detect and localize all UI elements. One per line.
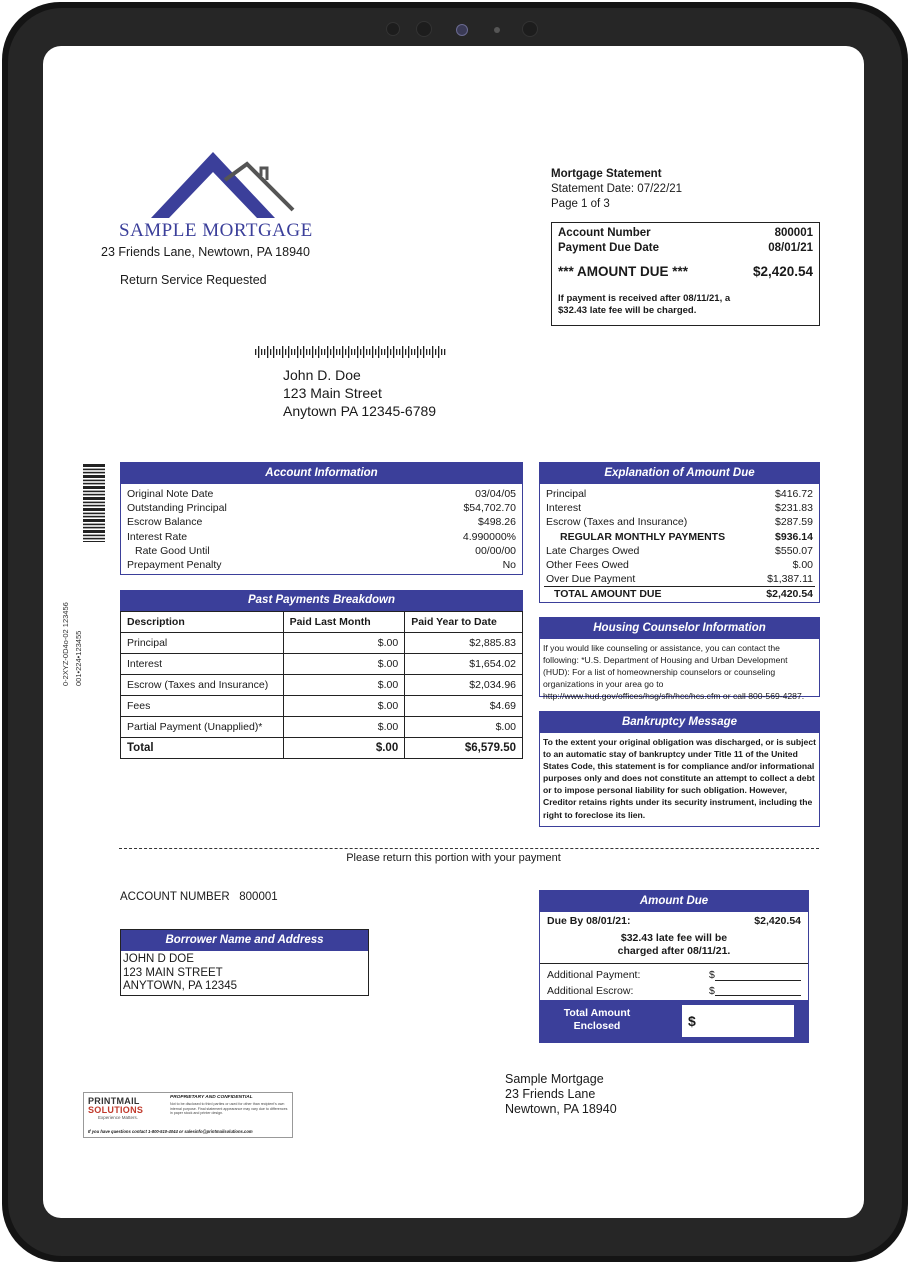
barcode-bar bbox=[417, 346, 418, 358]
barcode-bar bbox=[393, 346, 394, 358]
total-enclosed-label: Enclosed bbox=[573, 1020, 621, 1032]
explanation-title: Explanation of Amount Due bbox=[540, 463, 819, 484]
barcode-bar bbox=[381, 349, 382, 355]
printmail-logo bbox=[83, 1092, 293, 1138]
due-date-value: 08/01/21 bbox=[768, 241, 813, 254]
recipient-city: Anytown PA 12345-6789 bbox=[283, 403, 437, 419]
explanation-row: Interest $231.83 bbox=[546, 502, 813, 515]
explanation-row: Principal $416.72 bbox=[546, 488, 813, 500]
explanation-panel bbox=[539, 462, 820, 603]
barcode-bar bbox=[354, 349, 355, 355]
barcode-bar bbox=[387, 346, 388, 358]
barcode-bar bbox=[83, 527, 105, 529]
barcode-bar bbox=[279, 349, 280, 355]
info-row: Escrow Balance $498.26 bbox=[127, 516, 516, 529]
barcode-bar bbox=[444, 349, 445, 355]
remit-line: Sample Mortgage bbox=[505, 1072, 604, 1086]
postal-barcode-icon bbox=[255, 346, 447, 358]
barcode-bar bbox=[420, 349, 421, 355]
info-row: Outstanding Principal $54,702.70 bbox=[127, 502, 516, 515]
barcode-bar bbox=[270, 349, 271, 355]
info-row: Rate Good Until 00/00/00 bbox=[135, 544, 516, 557]
amount-due-label: *** AMOUNT DUE *** bbox=[558, 264, 689, 279]
barcode-bar bbox=[435, 349, 436, 355]
explanation-row: Over Due Payment $1,387.11 bbox=[546, 573, 813, 586]
remit-line: Newtown, PA 18940 bbox=[505, 1102, 617, 1116]
account-information-panel bbox=[120, 462, 523, 575]
barcode-bar bbox=[83, 475, 105, 478]
barcode-bar bbox=[297, 346, 298, 358]
barcode-bar bbox=[255, 349, 256, 355]
return-service-text: Return Service Requested bbox=[120, 273, 267, 287]
barcode-bar bbox=[414, 349, 415, 355]
statement-header bbox=[551, 167, 682, 212]
printmail-brand: SOLUTIONS bbox=[88, 1105, 144, 1115]
table-row: Interest $.00 $1,654.02 bbox=[121, 654, 523, 675]
barcode-bar bbox=[351, 349, 352, 355]
additional-payment-label: Additional Payment: bbox=[547, 969, 641, 981]
barcode-bar bbox=[339, 349, 340, 355]
table-row: Fees $.00 $4.69 bbox=[121, 696, 523, 717]
additional-escrow-row bbox=[547, 984, 801, 1000]
barcode-bar bbox=[390, 349, 391, 355]
barcode-bar bbox=[396, 349, 397, 355]
barcode-bar bbox=[336, 349, 337, 355]
barcode-bar bbox=[438, 346, 439, 358]
explanation-row: REGULAR MONTHLY PAYMENTS $936.14 bbox=[560, 530, 813, 543]
dollar-sign: $ bbox=[709, 969, 715, 981]
barcode-bar bbox=[300, 349, 301, 355]
confidential-title: PROPRIETARY AND CONFIDENTIAL bbox=[170, 1095, 253, 1100]
barcode-bar bbox=[426, 349, 427, 355]
sensor-icon bbox=[522, 21, 538, 37]
explanation-row: Late Charges Owed $550.07 bbox=[546, 544, 813, 557]
past-payments-title: Past Payments Breakdown bbox=[120, 590, 523, 611]
barcode-bar bbox=[321, 349, 322, 355]
barcode-bar bbox=[273, 346, 274, 358]
barcode-bar bbox=[357, 346, 358, 358]
barcode-bar bbox=[372, 346, 373, 358]
borrower-line: ANYTOWN, PA 12345 bbox=[123, 980, 237, 992]
barcode-bar bbox=[276, 349, 277, 355]
barcode-bar bbox=[83, 502, 105, 504]
account-number-value: 800001 bbox=[774, 227, 813, 239]
barcode-bar bbox=[369, 349, 370, 355]
account-information-title: Account Information bbox=[121, 463, 522, 484]
explanation-row: Other Fees Owed $.00 bbox=[546, 559, 813, 572]
barcode-bar bbox=[83, 508, 105, 511]
due-by-label: Due By 08/01/21: bbox=[547, 915, 631, 927]
barcode-bar bbox=[83, 497, 105, 500]
barcode-bar bbox=[83, 519, 105, 522]
additional-escrow-field[interactable] bbox=[715, 984, 801, 997]
dollar-sign: $ bbox=[688, 1013, 696, 1029]
remit-address bbox=[505, 1072, 617, 1117]
barcode-bar bbox=[83, 541, 105, 542]
remit-line: 23 Friends Lane bbox=[505, 1087, 596, 1101]
additional-payment-field[interactable] bbox=[715, 968, 801, 981]
return-portion-note: Please return this portion with your payment bbox=[346, 852, 561, 864]
amount-due-coupon bbox=[539, 890, 809, 1043]
printmail-footer: If you have questions contact 1-800-510-4044 or salesinfo@printmailsolutions.com bbox=[88, 1129, 253, 1134]
past-payments-table bbox=[120, 611, 523, 759]
barcode-bar bbox=[402, 346, 403, 358]
coupon-late-fee-note: charged after 08/11/21. bbox=[617, 944, 731, 957]
total-enclosed-field[interactable] bbox=[682, 1005, 794, 1037]
barcode-bar bbox=[83, 524, 105, 526]
page-number: Page 1 of 3 bbox=[551, 198, 610, 210]
barcode-bar bbox=[267, 346, 268, 358]
house-logo-icon bbox=[143, 150, 333, 222]
barcode-bar bbox=[324, 349, 325, 355]
past-payments-panel bbox=[120, 590, 523, 759]
barcode-bar bbox=[363, 346, 364, 358]
light-sensor-icon bbox=[494, 27, 500, 33]
borrower-title: Borrower Name and Address bbox=[121, 930, 368, 951]
barcode-bar bbox=[83, 480, 105, 482]
late-fee-note: $32.43 late fee will be charged. bbox=[558, 304, 697, 316]
barcode-bar bbox=[261, 349, 262, 355]
barcode-bar bbox=[83, 513, 105, 515]
barcode-bar bbox=[282, 346, 283, 358]
table-header-row: Description Paid Last Month Paid Year to Date bbox=[121, 612, 523, 633]
statement-page bbox=[43, 46, 864, 1218]
barcode-bar bbox=[83, 486, 105, 489]
company-logo-text: SAMPLE MORTGAGE bbox=[119, 220, 313, 241]
amount-due-value: $2,420.54 bbox=[752, 264, 813, 279]
printmail-tagline: Experience Matters. bbox=[98, 1115, 139, 1120]
barcode-bar bbox=[83, 505, 105, 507]
statement-date: Statement Date: 07/22/21 bbox=[551, 183, 683, 195]
barcode-bar bbox=[288, 346, 289, 358]
barcode-bar bbox=[378, 346, 379, 358]
barcode-bar bbox=[294, 349, 295, 355]
barcode-bar bbox=[309, 349, 310, 355]
tear-line bbox=[119, 848, 819, 849]
barcode-bar bbox=[360, 349, 361, 355]
due-date-label: Payment Due Date bbox=[558, 241, 659, 254]
barcode-bar bbox=[303, 346, 304, 358]
barcode-bar bbox=[83, 535, 105, 537]
explanation-total-row: TOTAL AMOUNT DUE $2,420.54 bbox=[544, 586, 815, 601]
barcode-bar bbox=[333, 346, 334, 358]
bankruptcy-text: To the extent your original obligation was discharged, or is subject to an automatic stay of bankruptcy under Title 11 of the United States Code, this statement is for compliance and/or informational purposes only and does not constitute an attempt to collect a debt or to impose personal liability for such obligation. However, Creditor retains rights under its security instrument, including the right to foreclose its lien. bbox=[543, 737, 816, 820]
sensor-icon bbox=[416, 21, 432, 37]
housing-counselor-text: If you would like counseling or assistance, you can contact the following: *U.S. Department of Housing and Urban Development (HUD): For a list of homeownership counselors or counseling organizations in your area go to http://www.hud.gov/offices/hsg/sfh/hcc/hcs.cfm or call 800-569-4287. bbox=[543, 643, 805, 702]
barcode-bar bbox=[83, 472, 105, 474]
account-number-label: Account Number bbox=[558, 227, 651, 239]
barcode-bar bbox=[330, 349, 331, 355]
barcode-bar bbox=[285, 349, 286, 355]
barcode-bar bbox=[315, 349, 316, 355]
barcode-bar bbox=[83, 464, 105, 467]
barcode-bar bbox=[342, 346, 343, 358]
additional-escrow-label: Additional Escrow: bbox=[547, 984, 634, 997]
barcode-bar bbox=[405, 349, 406, 355]
dollar-sign: $ bbox=[709, 984, 715, 997]
recipient-street: 123 Main Street bbox=[283, 385, 382, 401]
barcode-bar bbox=[83, 530, 105, 533]
statement-title: Mortgage Statement bbox=[551, 168, 662, 180]
info-row: Prepayment Penalty No bbox=[127, 559, 516, 572]
confidential-text: Not to be disclosed to third parties or used for other than recipient's own internal purpose. Final statement appearance may vary due to differences in paper stock and printer design. bbox=[170, 1102, 288, 1116]
side-code: 0-2XYZ-0D4o-02 123456 bbox=[61, 602, 70, 686]
explanation-row: Escrow (Taxes and Insurance) $287.59 bbox=[546, 516, 813, 529]
barcode-bar bbox=[291, 349, 292, 355]
borrower-panel bbox=[120, 929, 369, 996]
amount-due-coupon-title: Amount Due bbox=[540, 891, 808, 912]
barcode-bar bbox=[306, 349, 307, 355]
barcode-bar bbox=[327, 346, 328, 358]
barcode-bar bbox=[432, 346, 433, 358]
barcode-bar bbox=[411, 349, 412, 355]
barcode-bar bbox=[348, 346, 349, 358]
barcode-bar bbox=[83, 538, 105, 540]
bankruptcy-panel bbox=[539, 711, 820, 827]
total-enclosed-bar bbox=[540, 1000, 808, 1042]
recipient-name: John D. Doe bbox=[283, 367, 361, 383]
barcode-bar bbox=[384, 349, 385, 355]
sensor-icon bbox=[386, 22, 400, 36]
borrower-line: JOHN D DOE bbox=[123, 953, 194, 965]
barcode-bar bbox=[429, 349, 430, 355]
company-address: 23 Friends Lane, Newtown, PA 18940 bbox=[101, 245, 310, 259]
printmail-brand: PRINTMAIL bbox=[88, 1096, 140, 1106]
barcode-bar bbox=[399, 349, 400, 355]
barcode-bar bbox=[366, 349, 367, 355]
info-row: Original Note Date 03/04/05 bbox=[127, 488, 516, 500]
barcode-bar bbox=[83, 494, 105, 496]
barcode-bar bbox=[318, 346, 319, 358]
barcode-bar bbox=[423, 346, 424, 358]
amount-due-summary bbox=[551, 222, 820, 326]
barcode-bar bbox=[408, 346, 409, 358]
additional-payment-row bbox=[547, 968, 801, 984]
late-fee-note: If payment is received after 08/11/21, a bbox=[558, 292, 731, 304]
barcode-bar bbox=[83, 491, 105, 493]
table-row: Principal $.00 $2,885.83 bbox=[121, 633, 523, 654]
barcode-bar bbox=[264, 349, 265, 355]
vertical-barcode-icon bbox=[83, 464, 105, 542]
side-code: 001•224•123455 bbox=[74, 630, 83, 686]
housing-counselor-panel bbox=[539, 617, 820, 702]
barcode-bar bbox=[83, 516, 105, 518]
barcode-bar bbox=[258, 346, 259, 358]
table-row: Escrow (Taxes and Insurance) $.00 $2,034.96 bbox=[121, 675, 523, 696]
barcode-bar bbox=[375, 349, 376, 355]
camera-icon bbox=[456, 24, 468, 36]
borrower-line: 123 MAIN STREET bbox=[123, 966, 223, 979]
housing-counselor-title: Housing Counselor Information bbox=[540, 618, 819, 639]
recipient-address bbox=[283, 366, 436, 420]
table-total-row: Total $.00 $6,579.50 bbox=[121, 738, 523, 759]
barcode-bar bbox=[83, 483, 105, 485]
coupon-late-fee-note: $32.43 late fee will be bbox=[620, 932, 728, 944]
due-by-value: $2,420.54 bbox=[754, 915, 801, 927]
barcode-bar bbox=[83, 469, 105, 471]
barcode-bar bbox=[312, 346, 313, 358]
total-enclosed-label: Total Amount bbox=[563, 1007, 631, 1019]
coupon-account-number: ACCOUNT NUMBER 800001 bbox=[120, 891, 278, 903]
info-row: Interest Rate 4.990000% bbox=[127, 530, 516, 543]
barcode-bar bbox=[441, 349, 442, 355]
barcode-bar bbox=[345, 349, 346, 355]
table-row: Partial Payment (Unapplied)* $.00 $.00 bbox=[121, 717, 523, 738]
bankruptcy-title: Bankruptcy Message bbox=[540, 712, 819, 733]
